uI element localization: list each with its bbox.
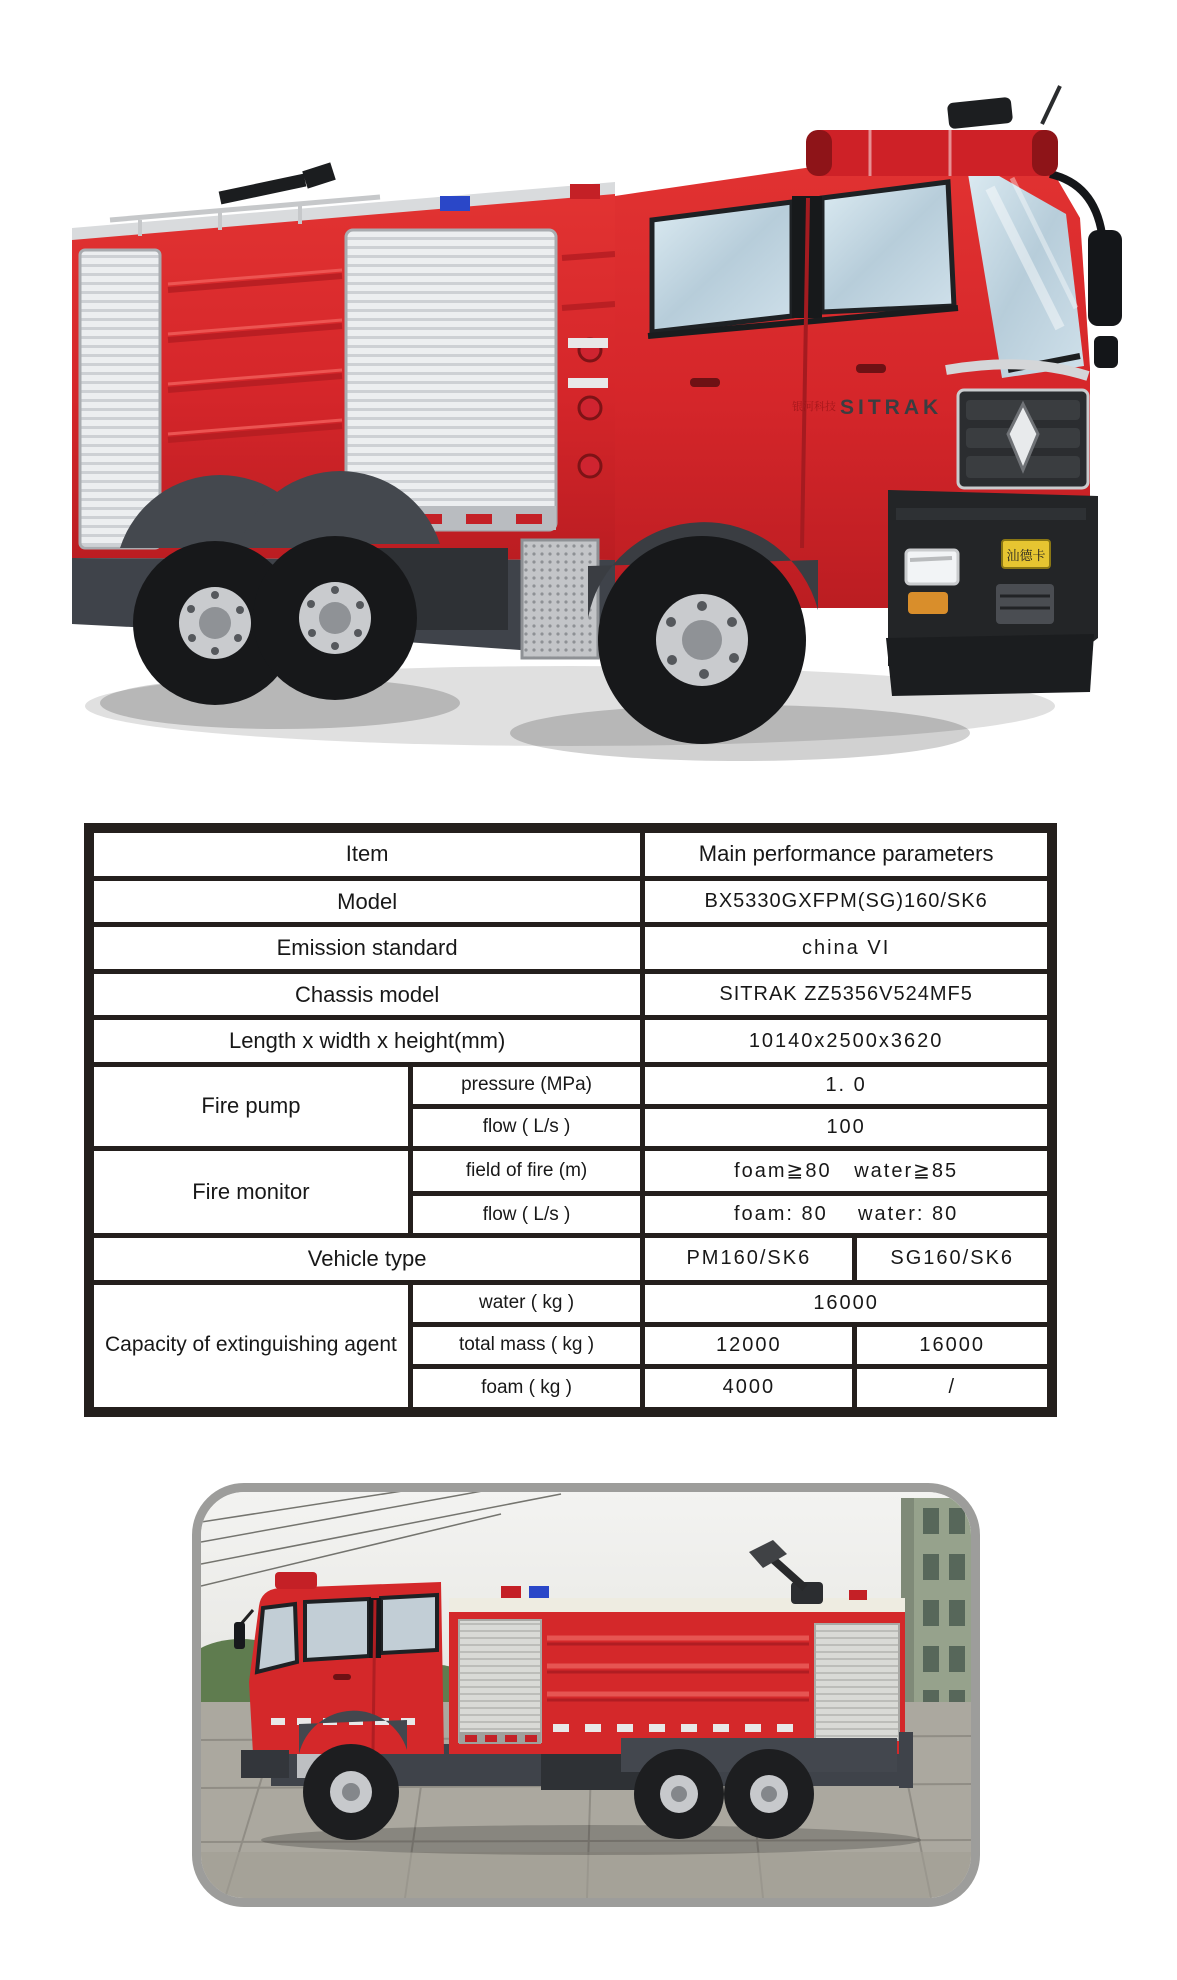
cell-chassis-value: SITRAK ZZ5356V524MF5: [643, 971, 1052, 1018]
cell-fire-monitor-label: Fire monitor: [89, 1148, 410, 1235]
cell-params-header: Main performance parameters: [643, 828, 1052, 878]
row-dimensions: [89, 1018, 1052, 1065]
front-door-window: [822, 182, 954, 312]
red-marker-lamp: [570, 184, 600, 199]
spec-table: [84, 823, 1057, 1417]
cell-emission-label: Emission standard: [89, 925, 643, 972]
fire-truck-front-illustration: [50, 78, 1140, 793]
cell-item-header: Item: [89, 828, 643, 878]
rear-roller-shutter: [80, 250, 160, 548]
cell-model-label: Model: [89, 878, 643, 925]
turn-signal: [908, 592, 948, 614]
filler-caps: [579, 339, 601, 477]
headlight: [906, 550, 958, 584]
cell-vehicle-type-sg: SG160/SK6: [855, 1236, 1052, 1283]
cell-model-value: BX5330GXFPM(SG)160/SK6: [643, 878, 1052, 925]
plate-text: 汕德卡: [1006, 548, 1046, 563]
mirror: [1088, 230, 1122, 326]
cell-monitor-flow-label: flow ( L/s ): [410, 1194, 642, 1236]
side-front-shutter: [459, 1620, 541, 1742]
cell-foam-pm: 4000: [643, 1366, 855, 1412]
cell-field-of-fire-label: field of fire (m): [410, 1148, 642, 1193]
side-rear-window: [381, 1595, 437, 1653]
row-monitor-range: [89, 1148, 1052, 1193]
roof-lightbar: [806, 86, 1060, 176]
cell-total-mass-label: total mass ( kg ): [410, 1324, 642, 1366]
sitrak-logo-text: SITRAK: [840, 396, 943, 419]
license-plate: [1002, 540, 1050, 568]
rear-wheels: [120, 471, 440, 705]
cell-pump-flow-label: flow ( L/s ): [410, 1106, 642, 1148]
cell-chassis-label: Chassis model: [89, 971, 643, 1018]
cell-foam-label: foam ( kg ): [410, 1366, 642, 1412]
cell-vehicle-type-label: Vehicle type: [89, 1236, 643, 1283]
cell-monitor-flow-value: foam: 80 water: 80: [643, 1194, 1052, 1236]
cell-water-value: 16000: [643, 1282, 1052, 1324]
cell-vehicle-type-pm: PM160/SK6: [643, 1236, 855, 1283]
cell-capacity-label: Capacity of extinguishing agent: [89, 1282, 410, 1412]
truck-photo-front: [50, 78, 1140, 793]
cell-total-mass-sg: 16000: [855, 1324, 1052, 1366]
front-bumper: [886, 490, 1098, 696]
building: [901, 1498, 971, 1728]
cell-water-label: water ( kg ): [410, 1282, 642, 1324]
rear-door-window: [652, 202, 792, 332]
cell-fire-pump-label: Fire pump: [89, 1064, 410, 1148]
side-beacon: [275, 1572, 317, 1589]
truck-photo-side-frame: [192, 1483, 980, 1907]
fire-truck-side-illustration: [201, 1492, 971, 1898]
bumper-step: [996, 584, 1054, 624]
blue-marker-lamp: [440, 196, 470, 211]
cell-pressure-label: pressure (MPa): [410, 1064, 642, 1106]
row-chassis: [89, 971, 1052, 1018]
side-mirror: [234, 1622, 245, 1649]
row-vehicle-type: [89, 1236, 1052, 1283]
cell-total-mass-pm: 12000: [643, 1324, 855, 1366]
pump-panel: [522, 540, 598, 658]
grille: [958, 390, 1088, 488]
row-pump-pressure: [89, 1064, 1052, 1106]
cell-foam-sg: /: [855, 1366, 1052, 1412]
cell-dimensions-label: Length x width x height(mm): [89, 1018, 643, 1065]
side-rear-shutter: [815, 1624, 899, 1740]
cell-pressure-value: 1. 0: [643, 1064, 1052, 1106]
row-model: [89, 878, 1052, 925]
cell-pump-flow-value: 100: [643, 1106, 1052, 1148]
antenna: [1042, 86, 1060, 124]
side-door-window: [305, 1599, 369, 1660]
cell-dimensions-value: 10140x2500x3620: [643, 1018, 1052, 1065]
row-water-capacity: [89, 1282, 1052, 1324]
row-header: [89, 828, 1052, 878]
cell-field-of-fire-value: foam≧80 water≧85: [643, 1148, 1052, 1193]
side-windshield: [257, 1604, 297, 1672]
brand-prefix-text: 银河科技: [792, 401, 836, 413]
deck-pipe: [220, 171, 333, 198]
roof-spotlight: [947, 97, 1013, 130]
row-emission: [89, 925, 1052, 972]
cell-emission-value: china VI: [643, 925, 1052, 972]
